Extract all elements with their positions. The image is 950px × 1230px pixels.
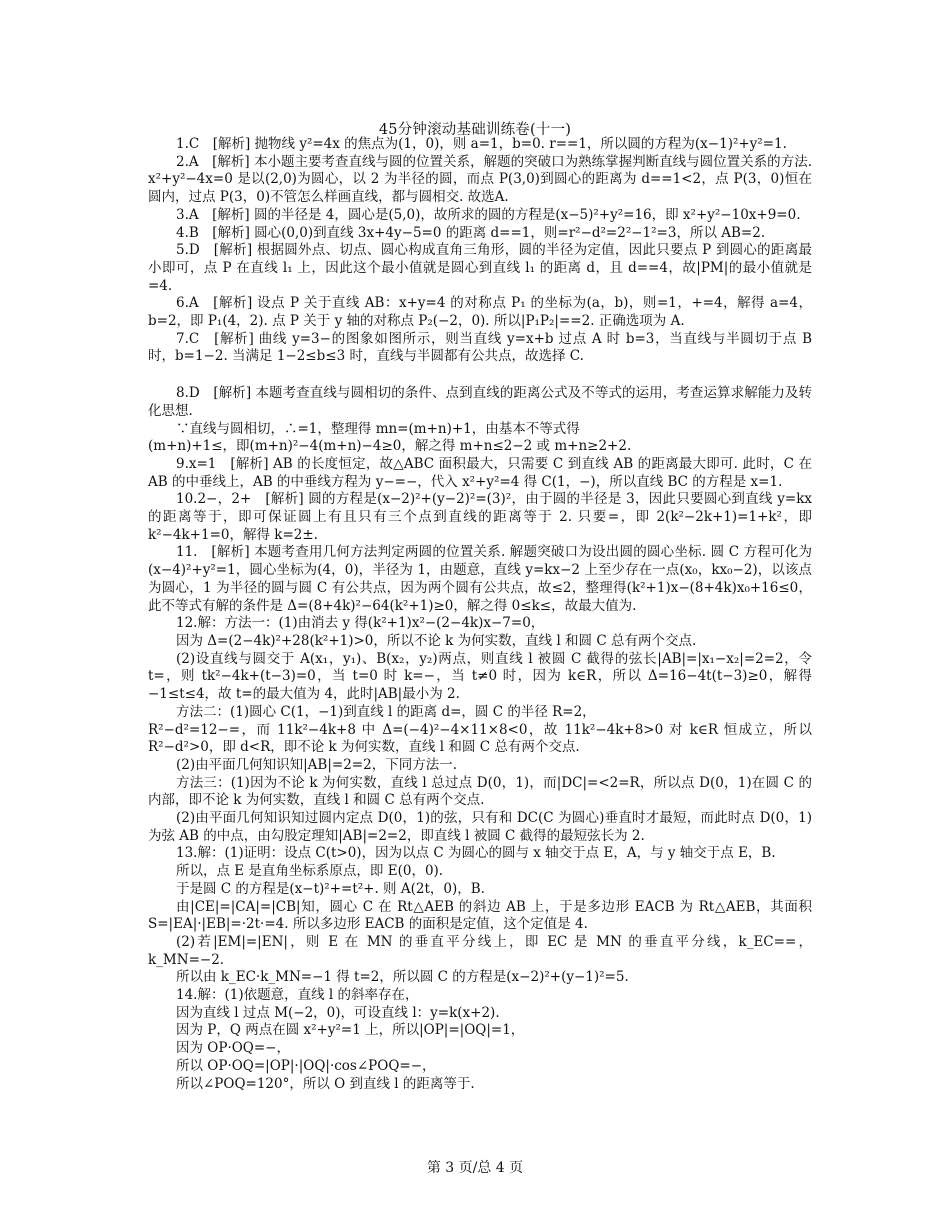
answer-paragraph: 1.C [解析] 抛物线 y²=4x 的焦点为(1，0)，则 a=1，b=0. r==1，所以圆的方程为(x−1)²+y²=1. [176, 136, 787, 152]
answer-paragraph: 6.A [解析] 设点 P 关于直线 AB：x+y=4 的对称点 P₁ 的坐标为(a，b)，则=1，+=4，解得 a=4，b=2，即 P₁(4，2). 点 P 关于 y 轴的对称点 P₂(−2，0). 所以|P₁P₂|==2. 正确选项为 A. [148, 295, 812, 330]
answer-paragraph: 2.A [解析] 本小题主要考查直线与圆的位置关系，解题的突破口为熟练掌握判断直线与圆位置关系的方法. x²+y²−4x=0 是以(2,0)为圆心，以 2 为半径的圆，而点 P(3,0)到圆心的距离为 d==1<2，点 P(3，0)恒在圆内，过点 P(3，0)不管怎么样画直线，都与圆相交. 故选A. [148, 153, 812, 206]
answer-paragraph: 因为 OP·OQ=−， [176, 1040, 290, 1057]
page-title: 45分钟滚动基础训练卷(十一) [378, 122, 572, 138]
answer-paragraph: 3.A [解析] 圆的半径是 4，圆心是(5,0)，故所求的圆的方程是(x−5)²+y²=16，即 x²+y²−10x+9=0. [176, 206, 801, 223]
answer-paragraph: 12.解：方法一：(1)由消去 y 得(k²+1)x²−(2−4k)x−7=0， [176, 615, 545, 632]
answer-paragraph: R²−d²=12−=，而 11k²−4k+8 中 Δ=(−4)²−4×11×8<0，故 11k²−4k+8>0 对 k∈R 恒成立，所以 R²−d²>0，即 d<R，即不论 k 为何实数，直线 l 和圆 C 总有两个交点. [148, 721, 812, 756]
answer-paragraph: 14.解：(1)依题意，直线 l 的斜率存在， [176, 987, 419, 1004]
answer-paragraph: 7.C [解析] 曲线 y=3−的图象如图所示，则当直线 y=x+b 过点 A 时 b=3，当直线与半圆切于点 B 时，b=1−2. 当满足 1−2≤b≤3 时，直线与半圆都有公共点，故选择 C. [148, 330, 812, 365]
answer-paragraph: 于是圆 C 的方程是(x−t)²+=t²+. 则 A(2t，0)，B. [176, 880, 485, 897]
answer-paragraph: 10.2−，2+ [解析] 圆的方程是(x−2)²+(y−2)²=(3)²，由于圆的半径是 3，因此只要圆心到直线 y=kx 的距离等于，即可保证圆上有且只有三个点到直线的距离等于 2. 只要=，即 2(k²−2k+1)=1+k²，即 k²−4k+1=0，解得 k=2±. [148, 491, 812, 543]
answer-paragraph: (2)若|EM|=|EN|，则 E 在 MN 的垂直平分线上，即 EC 是 MN 的垂直平分线，k_EC==，k_MN=−2. [148, 933, 812, 968]
answer-paragraph: 由|CE|=|CA|=|CB|知，圆心 C 在 Rt△AEB 的斜边 AB 上，于是多边形 EACB 为 Rt△AEB，其面积 S=|EA|·|EB|=·2t·=4. 所以多边形 EACB 的面积是定值，这个定值是 4. [148, 898, 812, 933]
answer-paragraph: (m+n)+1≤，即(m+n)²−4(m+n)−4≥0，解之得 m+n≤2−2 或 m+n≥2+2. [148, 438, 632, 455]
answer-paragraph: 8.D [解析] 本题考查直线与圆相切的条件、点到直线的距离公式及不等式的运用，考查运算求解能力及转化思想. [148, 385, 812, 419]
answer-paragraph: 所以 OP·OQ=|OP|·|OQ|·cos∠POQ=−， [176, 1057, 436, 1074]
answer-paragraph: (2)由平面几何知识知|AB|=2=2，下同方法一. [176, 756, 457, 773]
answer-paragraph: 所以，点 E 是直角坐标系原点，即 E(0，0). [176, 863, 444, 880]
answer-paragraph: 因为 Δ=(2−4k)²+28(k²+1)>0，所以不论 k 为何实数，直线 l 和圆 C 总有两个交点. [176, 632, 697, 649]
answer-paragraph: 11. [解析] 本题考查用几何方法判定两圆的位置关系. 解题突破口为设出圆的圆心坐标. 圆 C 方程可化为(x−4)²+y²=1，圆心坐标为(4，0)，半径为 1，由题意，直线 y=kx−2 上至少存在一点(x₀，kx₀−2)，以该点为圆心，1 为半径的圆与圆 C 有公共点，因为两个圆有公共点，故≤2，整理得(k²+1)x−(8+4k)x₀+16≤0，此不等式有解的条件是 Δ=(8+4k)²−64(k²+1)≥0，解之得 0≤k≤，故最大值为. [148, 544, 812, 614]
answer-paragraph: 13.解：(1)证明：设点 C(t>0)，因为以点 C 为圆心的圆与 x 轴交于点 E，A，与 y 轴交于点 E，B. [176, 845, 776, 862]
answer-paragraph: ∵直线与圆相切，∴=1，整理得 mn=(m+n)+1，由基本不等式得 [176, 420, 580, 437]
answer-paragraph: 方法二：(1)圆心 C(1，−1)到直线 l 的距离 d=，圆 C 的半径 R=2， [176, 703, 596, 720]
page-number: 第 3 页/总 4 页 [426, 1160, 524, 1176]
answer-paragraph: 所以由 k_EC·k_MN=−1 得 t=2，所以圆 C 的方程是(x−2)²+(y−1)²=5. [176, 969, 629, 986]
answer-paragraph: 因为直线 l 过点 M(−2，0)，可设直线 l：y=k(x+2). [176, 1004, 500, 1021]
answer-paragraph: (2)设直线与圆交于 A(x₁，y₁)、B(x₂，y₂)两点，则直线 l 被圆 C 截得的弦长|AB|=|x₁−x₂|=2=2，令 t=，则 tk²−4k+(t−3)=0，当 t=0 时 k=−，当 t≠0 时，因为 k∈R，所以 Δ=16−4t(t−3)≥0，解得−1≤t≤4，故 t=的最大值为 4，此时|AB|最小为 2. [148, 650, 812, 703]
blank-gap [148, 366, 812, 385]
answer-paragraph: 5.D [解析] 根据圆外点、切点、圆心构成直角三角形，圆的半径为定值，因此只要点 P 到圆心的距离最小即可，点 P 在直线 l₁ 上，因此这个最小值就是圆心到直线 l₁ 的距离 d，且 d==4，故|PM|的最小值就是=4. [148, 242, 812, 294]
answer-paragraph: 9.x=1 [解析] AB 的长度恒定，故△ABC 面积最大，只需要 C 到直线 AB 的距离最大即可. 此时，C 在 AB 的中垂线上，AB 的中垂线方程为 y−=−，代入 x²+y²=4 得 C(1，−)，所以直线 BC 的方程是 x=1. [148, 455, 812, 490]
answer-paragraph: (2)由平面几何知识知过圆内定点 D(0，1)的弦，只有和 DC(C 为圆心)垂直时才最短，而此时点 D(0，1)为弦 AB 的中点，由勾股定理知|AB|=2=2，即直线 l 被圆 C 截得的最短弦长为 2. [148, 810, 812, 844]
answer-paragraph: 4.B [解析] 圆心(0,0)到直线 3x+4y−5=0 的距离 d==1，则=r²−d²=2²−1²=3，所以 AB=2. [176, 224, 766, 241]
answer-paragraph: 方法三：(1)因为不论 k 为何实数，直线 l 总过点 D(0，1)，而|DC|=<2=R，所以点 D(0，1)在圆 C 的内部，即不论 k 为何实数，直线 l 和圆 C 总有两个交点. [148, 774, 812, 809]
answer-paragraph: 所以∠POQ=120°，所以 O 到直线 l 的距离等于. [176, 1075, 475, 1092]
answer-body [148, 136, 812, 1093]
answer-paragraph: 因为 P，Q 两点在圆 x²+y²=1 上，所以|OP|=|OQ|=1， [176, 1022, 525, 1039]
